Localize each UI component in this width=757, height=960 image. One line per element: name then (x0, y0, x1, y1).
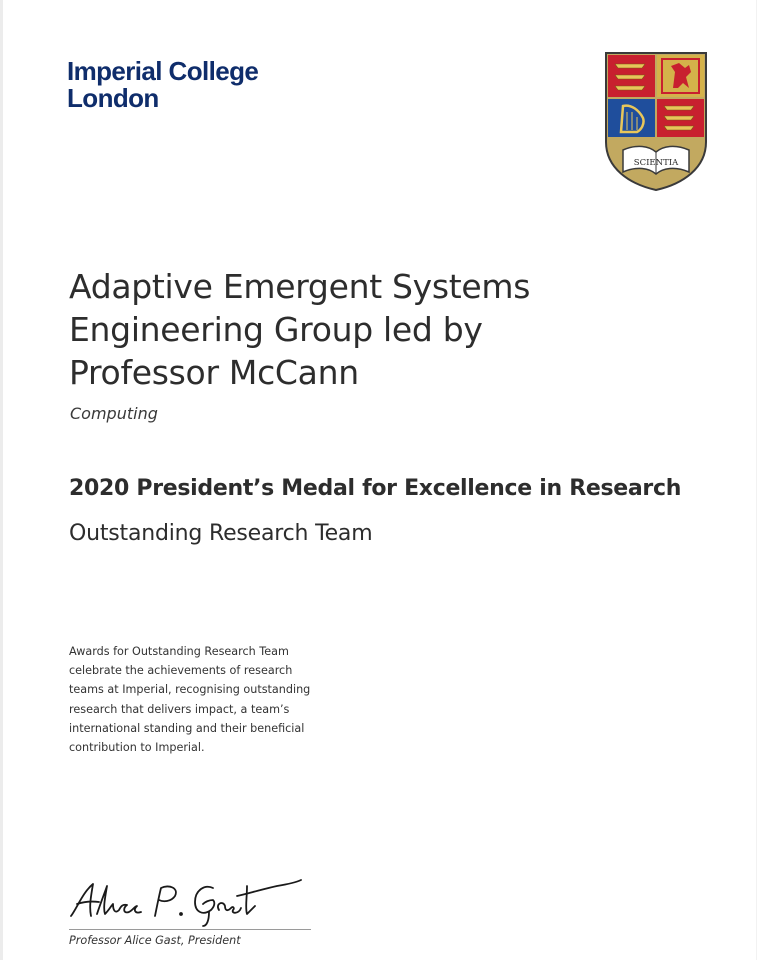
recipient-line-3: Professor McCann (69, 353, 359, 392)
description-line: celebrate the achievements of research (69, 664, 293, 678)
description-line: Awards for Outstanding Research Team (69, 645, 289, 658)
recipient-line-1: Adaptive Emergent Systems (69, 267, 531, 306)
college-crest-icon (603, 50, 709, 192)
description-line: international standing and their beneficial (69, 721, 305, 735)
description-line: research that delivers impact, a team’s (69, 702, 290, 716)
crest-motto: SCIENTIA (633, 158, 679, 168)
department-label: Computing (70, 404, 158, 423)
award-category: Outstanding Research Team (69, 521, 373, 546)
handwritten-signature (63, 872, 303, 928)
logo-line-2: London (67, 83, 159, 113)
signature-line (69, 929, 311, 930)
imperial-college-logo (67, 58, 258, 112)
award-title: 2020 President’s Medal for Excellence in Research (69, 476, 682, 501)
logo-line-1: Imperial College (67, 56, 259, 86)
recipient-name (69, 265, 530, 394)
signatory-name: Professor Alice Gast, President (69, 934, 241, 947)
description-line: teams at Imperial, recognising outstanding (69, 683, 311, 697)
recipient-line-2: Engineering Group led by (69, 310, 483, 349)
award-description (69, 642, 310, 757)
description-line: contribution to Imperial. (69, 741, 205, 755)
